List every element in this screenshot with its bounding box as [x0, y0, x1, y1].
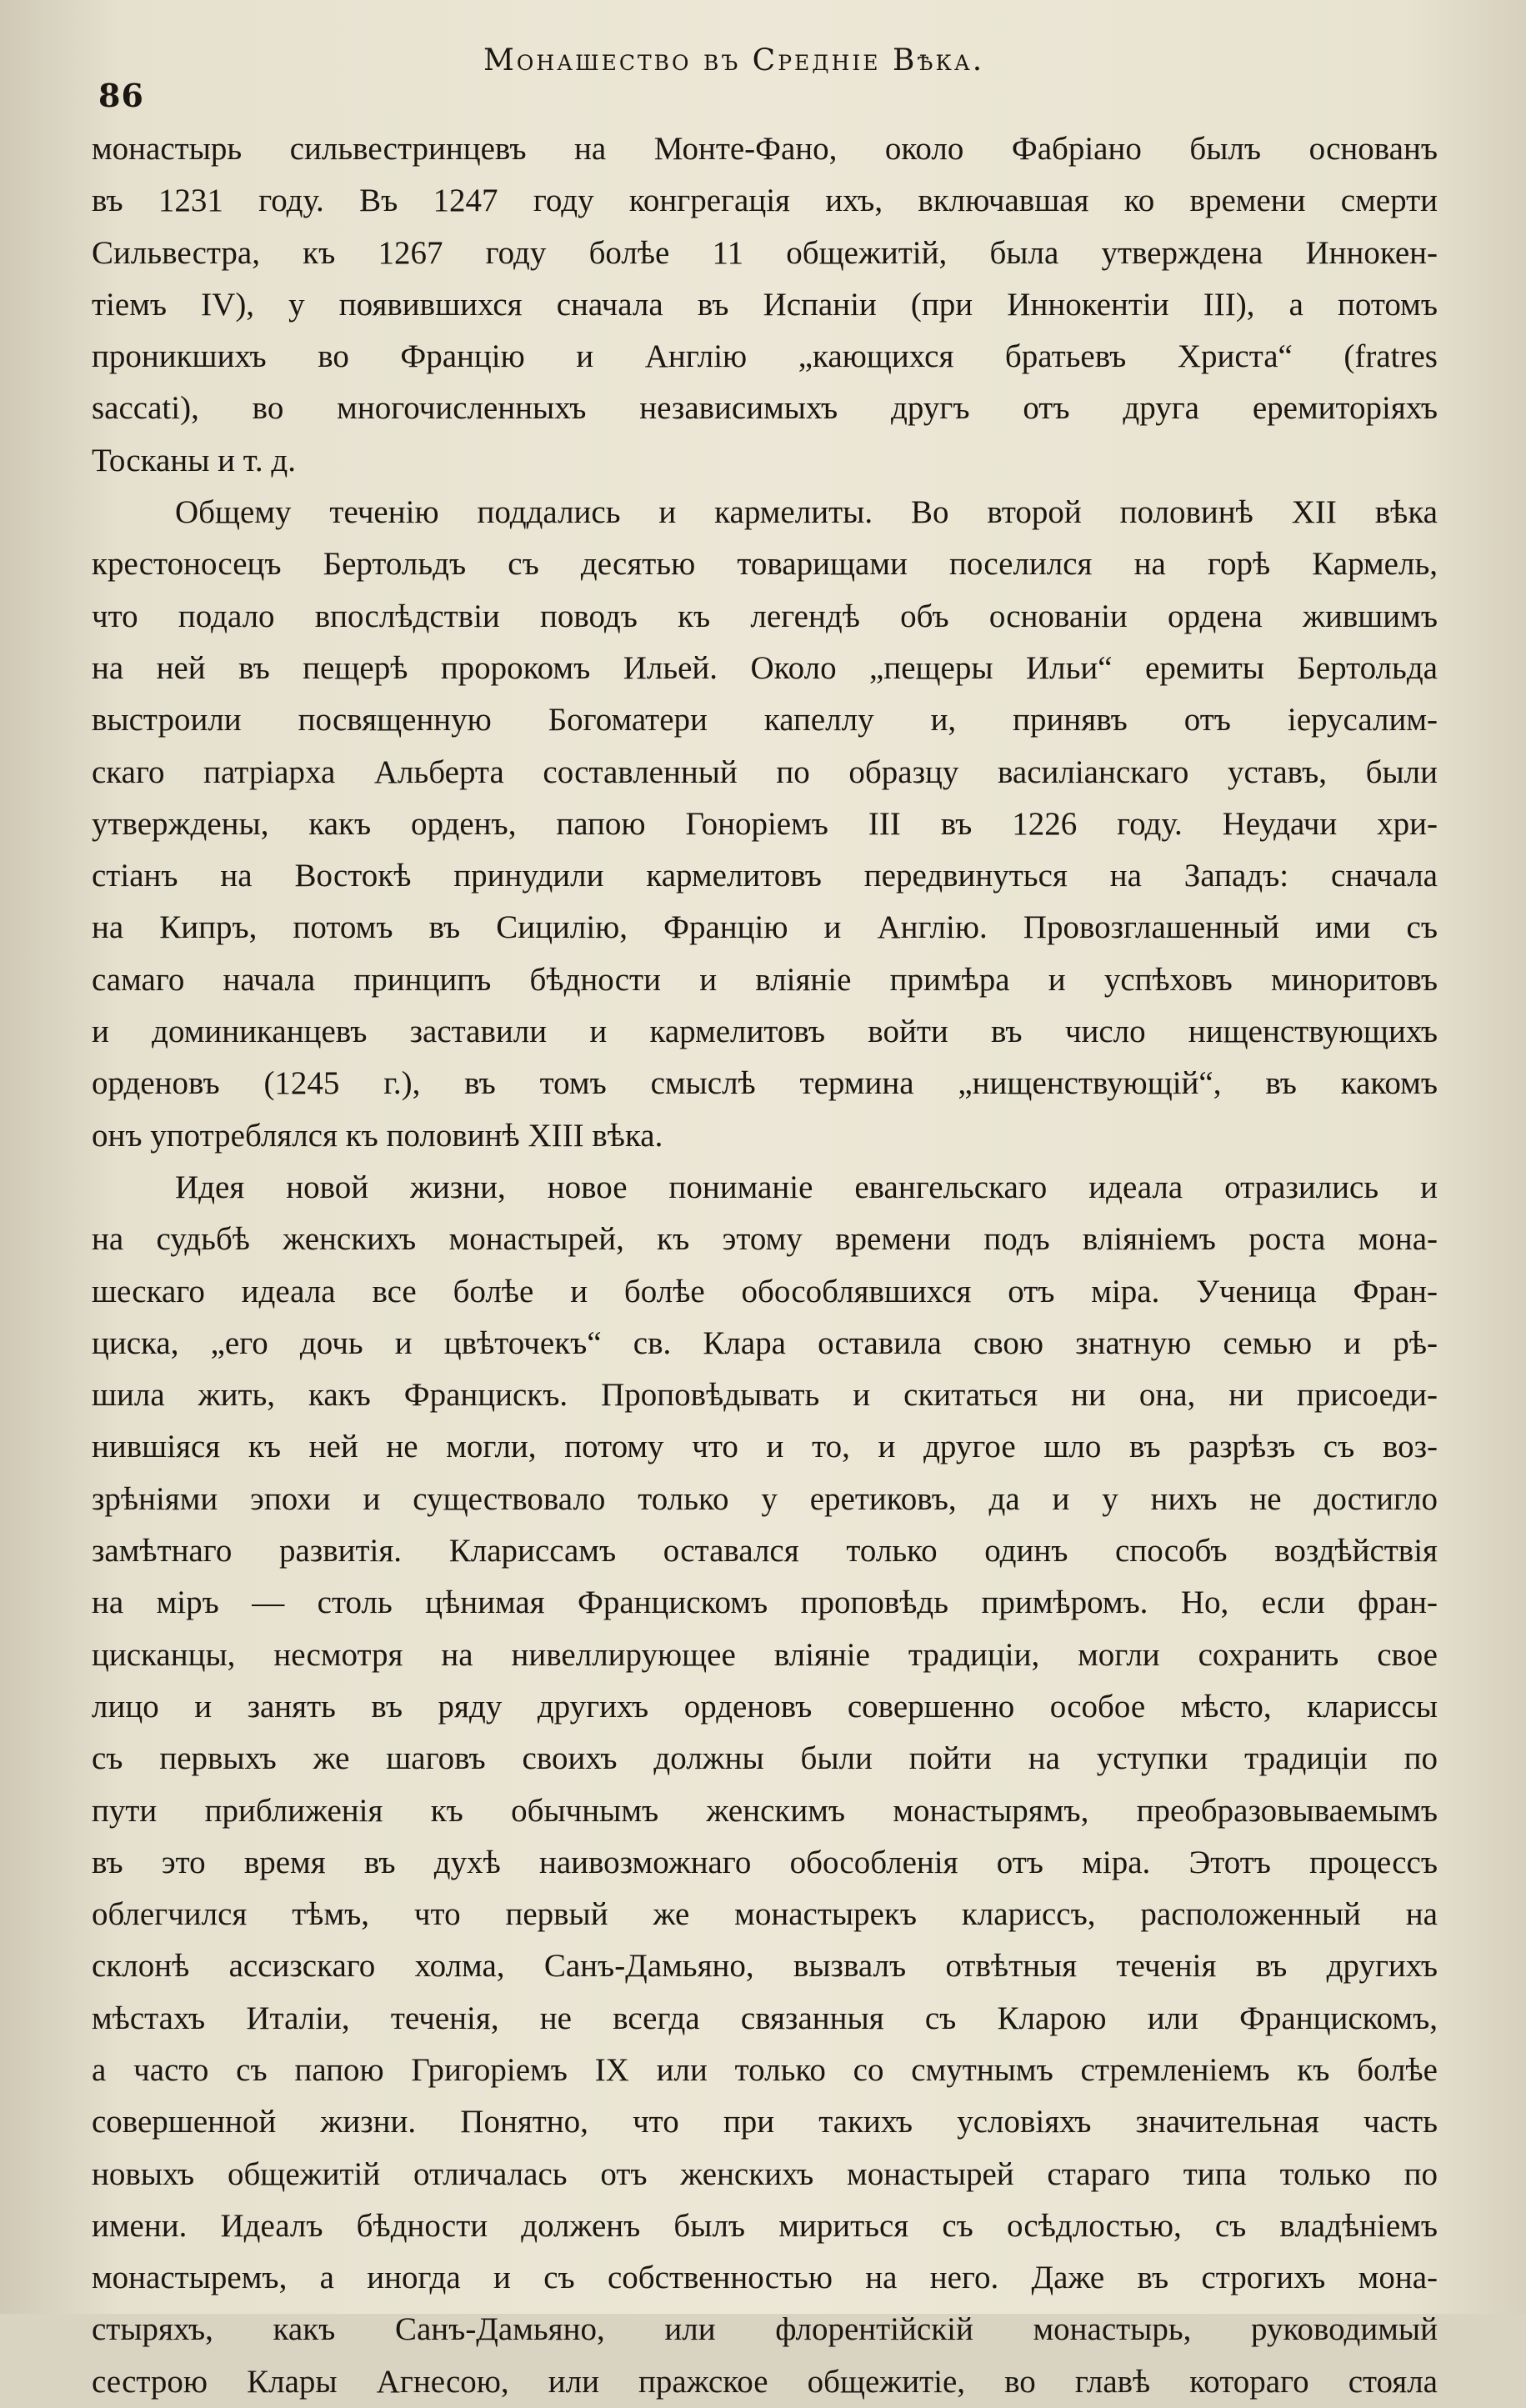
body-text — [92, 123, 1438, 2408]
text-line: цисканцы, несмотря на нивеллирующее вліяніе традиціи, могли сохранить свое — [92, 1636, 1438, 1673]
text-line: на ней въ пещерѣ пророкомъ Ильей. Около „пещеры Ильи“ еремиты Бертольда — [92, 649, 1438, 686]
text-line: монастыремъ, а иногда и съ собственностью на него. Даже въ строгихъ мона- — [92, 2260, 1438, 2296]
text-line: Идея новой жизни, новое пониманіе евангельскаго идеала отразились и — [175, 1169, 1438, 1205]
text-line: склонѣ ассизскаго холма, Санъ-Дамьяно, вызвалъ отвѣтныя теченія въ другихъ — [92, 1948, 1438, 1985]
text-line: мѣстахъ Италіи, теченія, не всегда связанныя съ Кларою или Францискомъ, — [92, 2000, 1438, 2036]
text-line: и доминиканцевъ заставили и кармелитовъ войти въ число нищенствующихъ — [92, 1014, 1438, 1050]
text-line: орденовъ (1245 г.), въ томъ смыслѣ термина „нищенствующій“, въ какомъ — [92, 1065, 1438, 1102]
text-line: тіемъ IV), у появившихся сначала въ Испаніи (при Иннокентіи III), а потомъ — [92, 286, 1438, 323]
text-line: выстроили посвященную Богоматери капеллу и, принявъ отъ іерусалим- — [92, 702, 1438, 738]
text-line: на міръ — столь цѣнимая Францискомъ проповѣдь примѣромъ. Но, если фран- — [92, 1584, 1438, 1621]
text-line: монастырь сильвестринцевъ на Монте-Фано, около Фабріано былъ основанъ — [92, 131, 1438, 167]
text-line: съ первыхъ же шаговъ своихъ должны были пойти на уступки традиціи по — [92, 1740, 1438, 1777]
text-line: скаго патріарха Альберта составленный по образцу василіанскаго уставъ, были — [92, 753, 1438, 790]
text-line: что подало впослѣдствіи поводъ къ легендѣ объ основаніи ордена жившимъ — [92, 598, 1438, 634]
text-line: въ это время въ духѣ наивозможнаго обособленія отъ міра. Этотъ процессъ — [92, 1844, 1438, 1880]
text-line: сестрою Клары Агнесою, или пражское общежитіе, во главѣ котораго стояла — [92, 2363, 1438, 2400]
text-line: замѣтнаго развитія. Клариссамъ оставался только одинъ способъ воздѣйствія — [92, 1533, 1438, 1569]
text-line: Сильвестра, къ 1267 году болѣе 11 общежитій, была утверждена Иннокен- — [92, 234, 1438, 271]
text-line: saccati), во многочисленныхъ независимыхъ другъ отъ друга еремиторіяхъ — [92, 390, 1438, 427]
text-line: зрѣніями эпохи и существовало только у еретиковъ, да и у нихъ не достигло — [92, 1480, 1438, 1517]
text-line: стыряхъ, какъ Санъ-Дамьяно, или флорентійскій монастырь, руководимый — [92, 2311, 1438, 2348]
text-line: облегчился тѣмъ, что первый же монастырекъ клариссъ, расположенный на — [92, 1896, 1438, 1933]
text-line: проникшихъ во Францію и Англію „кающихся братьевъ Христа“ (fratres — [92, 338, 1438, 375]
text-line: Общему теченію поддались и кармелиты. Во второй половинѣ XII вѣка — [175, 494, 1438, 531]
text-line: самаго начала принципъ бѣдности и вліяніе примѣра и успѣховъ миноритовъ — [92, 961, 1438, 998]
text-line: въ 1231 году. Въ 1247 году конгрегація ихъ, включавшая ко времени смерти — [92, 183, 1438, 219]
text-line: пути приближенія къ обычнымъ женскимъ монастырямъ, преобразовываемымъ — [92, 1792, 1438, 1829]
text-line: а часто съ папою Григоріемъ IX или только со смутнымъ стремленіемъ къ болѣе — [92, 2051, 1438, 2088]
text-line: Тосканы и т. д. — [92, 442, 296, 478]
text-line: циска, „его дочь и цвѣточекъ“ св. Клара оставила свою знатную семью и рѣ- — [92, 1324, 1438, 1361]
text-line: новыхъ общежитій отличалась отъ женскихъ монастырей стараго типа только по — [92, 2155, 1438, 2192]
text-line: на судьбѣ женскихъ монастырей, къ этому времени подъ вліяніемъ роста мона- — [92, 1221, 1438, 1258]
page-number: 86 — [98, 77, 144, 114]
text-line: имени. Идеалъ бѣдности долженъ былъ мириться съ осѣдлостью, съ владѣніемъ — [92, 2207, 1438, 2244]
text-line: утверждены, какъ орденъ, папою Гоноріемъ III въ 1226 году. Неудачи хри- — [92, 805, 1438, 842]
text-line: нившіяся къ ней не могли, потому что и то, и другое шло въ разрѣзъ съ воз- — [92, 1429, 1438, 1465]
text-line: онъ употреблялся къ половинѣ XIII вѣка. — [92, 1117, 663, 1154]
running-title: Монашество въ Средніе Вѣка. — [483, 43, 985, 78]
text-line: на Кипръ, потомъ въ Сицилію, Францію и Англію. Провозглашенный ими съ — [92, 909, 1438, 946]
text-line: стіанъ на Востокѣ принудили кармелитовъ передвинуться на Западъ: сначала — [92, 858, 1438, 894]
text-line: шескаго идеала все болѣе и болѣе обособлявшихся отъ міра. Ученица Фран- — [92, 1273, 1438, 1309]
text-line: лицо и занять въ ряду другихъ орденовъ совершенно особое мѣсто, клариссы — [92, 1688, 1438, 1725]
text-line: крестоносецъ Бертольдъ съ десятью товарищами поселился на горѣ Кармель, — [92, 546, 1438, 583]
text-line: шила жить, какъ Францискъ. Проповѣдывать и скитаться ни она, ни присоеди- — [92, 1377, 1438, 1414]
text-line: совершенной жизни. Понятно, что при такихъ условіяхъ значительная часть — [92, 2104, 1438, 2140]
